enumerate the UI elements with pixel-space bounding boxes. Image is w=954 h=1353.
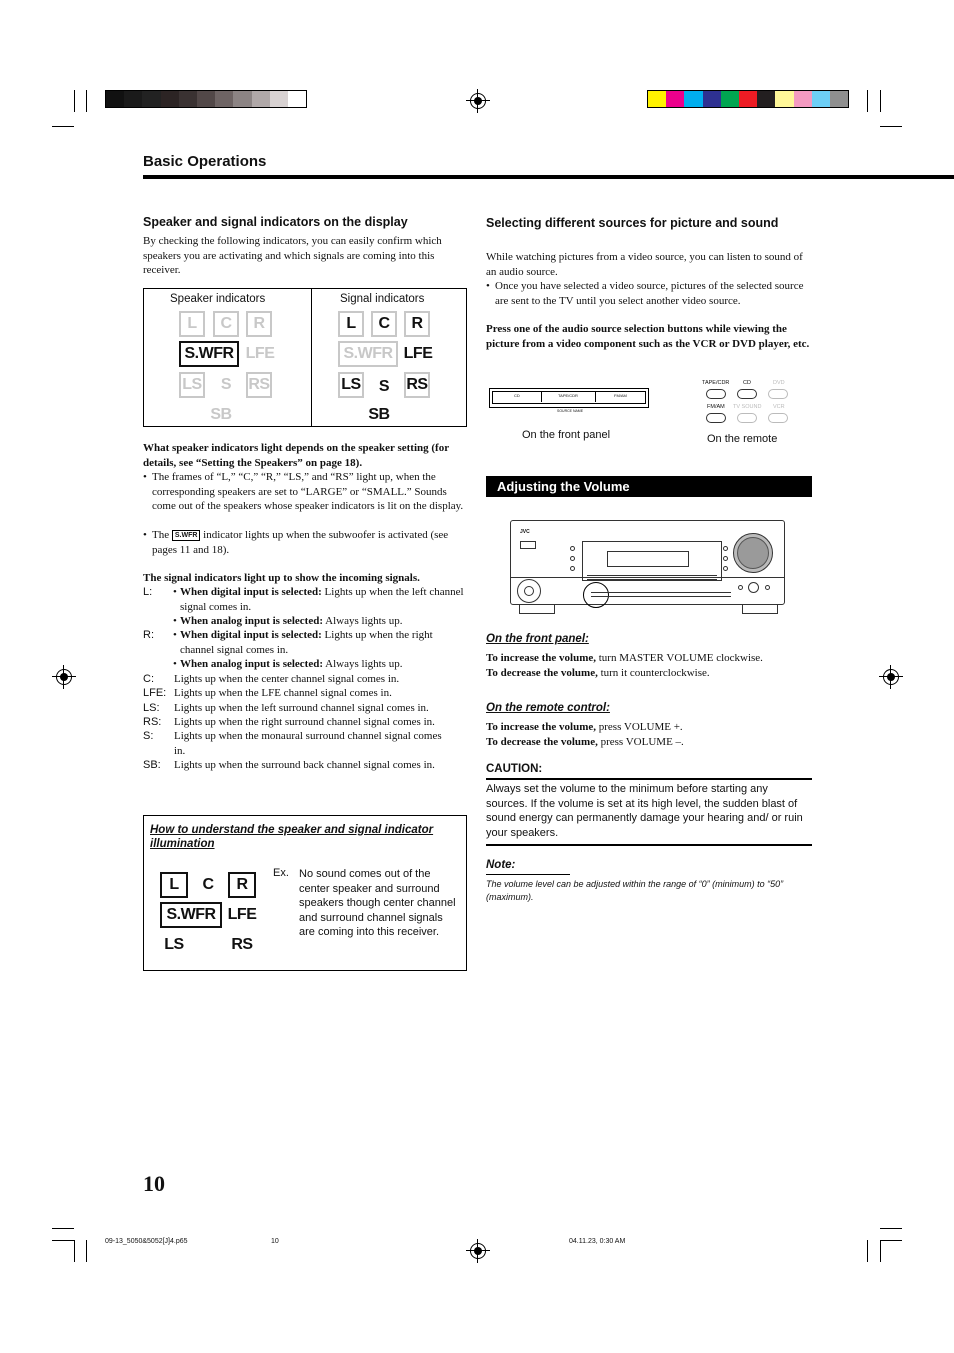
select-bullet: • Once you have selected a video source, pictures of the selected source are sent to the TV until you select another video source. — [486, 280, 804, 307]
rc-tvsound-button[interactable] — [737, 413, 757, 423]
receiver-illustration — [510, 520, 785, 605]
front-panel-buttons — [489, 388, 649, 408]
rc-cd-button[interactable] — [737, 389, 757, 399]
note-label: Note: — [486, 859, 516, 871]
registration-mark-top — [470, 93, 486, 109]
howto-c: C — [202, 876, 214, 893]
rc-tape-label: TAPE/CDR — [702, 380, 730, 386]
signal-c: C — [378, 315, 390, 332]
speaker-sb: SB — [210, 406, 232, 423]
press-note: Press one of the audio source selection buttons while viewing the picture from a video component such as the VCR or DVD player, etc. — [486, 323, 810, 350]
rc-vcr-label: VCR — [773, 404, 785, 410]
howto-ex: Ex. — [273, 867, 289, 879]
bullet-swfr-pre: The — [152, 529, 170, 541]
registration-mark-left — [56, 669, 72, 685]
remote-subheading: On the remote control: — [486, 702, 610, 714]
howto-box — [143, 815, 467, 971]
signal-r: R — [411, 315, 423, 332]
fp-cd-button[interactable]: CD — [514, 393, 520, 398]
row-r-analog: • When analog input is selected: Always lights up. — [173, 658, 403, 670]
panel-divider — [311, 289, 312, 426]
signal-swfr: S.WFR — [338, 341, 398, 367]
registration-mark-right — [883, 669, 899, 685]
signal-sb: SB — [368, 406, 390, 423]
color-bar — [647, 90, 849, 108]
speaker-lfe: LFE — [245, 345, 275, 362]
row-ls-text: Lights up when the left surround channel signal comes in. — [174, 702, 429, 714]
row-sb-text: Lights up when the surround back channel signal comes in. — [174, 759, 435, 771]
registration-mark-bottom — [470, 1243, 486, 1259]
rc-fmam-label: FM/AM — [707, 404, 725, 410]
howto-l: L — [160, 872, 188, 898]
swfr-badge: S.WFR — [172, 530, 201, 541]
row-lfe-text: Lights up when the LFE channel signal comes in. — [174, 687, 392, 699]
speaker-indicators-label: Speaker indicators — [170, 293, 266, 305]
speaker-s: S — [220, 376, 232, 393]
row-l-digital: • When digital input is selected: Lights up when the left channel signal comes in. — [173, 586, 464, 613]
row-rs-text: Lights up when the right surround channel signal comes in. — [174, 716, 435, 728]
select-p1: While watching pictures from a video source, you can listen to sound of an audio source. — [486, 251, 803, 278]
select-heading: Selecting different sources for picture and sound — [486, 216, 779, 230]
bullet-frames: • The frames of “L,” “C,” “R,” “LS,” and “RS” light up, when the corresponding speakers are set to “LARGE” or “SMALL.” Sounds come out of the speakers whose speaker indicators is lit on the display. — [143, 470, 468, 514]
front-buttons-row — [591, 592, 731, 597]
rc-fmam-button[interactable] — [706, 413, 726, 423]
footer-timestamp: 04.11.23, 0:30 AM — [569, 1238, 626, 1245]
speaker-swfr: S.WFR — [179, 341, 239, 367]
row-key-s: S: — [143, 730, 154, 742]
depends-note: What speaker indicators light depends on the speaker setting (for details, see “Setting the Speakers” on page 18). — [143, 442, 449, 469]
rc-increase: To increase the volume, press VOLUME +. — [486, 721, 683, 733]
speaker-r: R — [246, 311, 272, 337]
phones-jack — [517, 579, 541, 603]
speaker-rs: RS — [246, 372, 272, 398]
brand-logo: JVC — [520, 529, 530, 535]
note-text: The volume level can be adjusted within the range of “0” (minimum) to “50” (maximum). — [486, 879, 784, 902]
front-panel-caption: On the front panel — [522, 429, 611, 441]
rc-decrease: To decrease the volume, press VOLUME –. — [486, 736, 684, 748]
footer-file: 09-13_5050&5052[J]4.p65 — [105, 1238, 188, 1245]
power-button[interactable] — [520, 541, 536, 549]
section-title: Basic Operations — [143, 153, 267, 170]
page-number: 10 — [143, 1171, 165, 1196]
howto-rs: RS — [231, 936, 253, 953]
row-key-r: R: — [143, 629, 154, 641]
display-window — [582, 541, 722, 581]
row-key-l: L: — [143, 586, 153, 598]
howto-title: How to understand the speaker and signal indicator illumination — [150, 824, 434, 850]
row-c-text: Lights up when the center channel signal comes in. — [174, 673, 400, 685]
signal-indicators-label: Signal indicators — [340, 293, 425, 305]
row-key-ls: LS: — [143, 702, 160, 714]
rc-tvsound-label: TV SOUND — [733, 404, 762, 410]
rc-tape-button[interactable] — [706, 389, 726, 399]
note-rule — [486, 874, 570, 875]
howto-ex-text: No sound comes out of the center speaker and surround speakers though center channel and surround channel signals are coming into this receiver. — [299, 868, 456, 938]
caution-text: Always set the volume to the minimum before starting any sources. If the volume is set at its high level, the sudden blast of sound energy can permanently damage your hearing and/ or ruin your speakers. — [486, 783, 803, 839]
signal-lfe: LFE — [403, 345, 433, 362]
row-key-lfe: LFE: — [143, 687, 167, 699]
howto-swfr: S.WFR — [160, 902, 222, 928]
howto-lfe: LFE — [227, 906, 257, 923]
remote-caption: On the remote — [707, 433, 778, 445]
speaker-intro: By checking the following indicators, you can easily confirm which speakers you are activating and which signals are coming into this receiver. — [143, 235, 442, 276]
row-key-sb: SB: — [143, 759, 161, 771]
howto-ls: LS — [164, 936, 184, 953]
header-rule — [143, 175, 954, 179]
fp-fmam-button[interactable]: FM/AM — [614, 393, 627, 398]
rc-dvd-button[interactable] — [768, 389, 788, 399]
fp-decrease: To decrease the volume, turn it counterclockwise. — [486, 667, 710, 679]
rc-dvd-label: DVD — [773, 380, 785, 386]
bullet-swfr-post: indicator lights up when the subwoofer is activated (see pages 11 and 18). — [152, 529, 449, 556]
signal-l: L — [346, 315, 356, 332]
row-key-rs: RS: — [143, 716, 162, 728]
signal-ls: LS — [341, 376, 361, 393]
bullet-frames-text: The frames of “L,” “C,” “R,” “LS,” and “RS” light up, when the corresponding speakers are set to “LARGE” or “SMALL.” Sounds come out of the speakers whose speaker indicators is lit on the display. — [152, 471, 464, 512]
rc-vcr-button[interactable] — [768, 413, 788, 423]
master-volume-knob[interactable] — [733, 533, 773, 573]
row-s-text: Lights up when the monaural surround channel signal comes in. — [174, 730, 442, 757]
speaker-heading: Speaker and signal indicators on the display — [143, 215, 408, 229]
row-r-digital: • When digital input is selected: Lights up when the right channel signal comes in. — [173, 629, 433, 656]
rc-cd-label: CD — [743, 380, 751, 386]
bullet-swfr: • The S.WFR indicator lights up when the subwoofer is activated (see pages 11 and 18). — [143, 529, 449, 556]
volume-heading — [486, 476, 812, 497]
footer-page: 10 — [271, 1238, 279, 1245]
signal-s: S — [378, 378, 390, 395]
front-panel-subheading: On the front panel: — [486, 633, 589, 645]
fp-tape-button[interactable]: TAPE/CDR — [558, 393, 578, 398]
signal-note: The signal indicators light up to show the incoming signals. — [143, 572, 420, 584]
fp-source-name: SOURCE NAME — [557, 409, 584, 413]
caution-label: CAUTION: — [486, 763, 543, 775]
fp-increase: To increase the volume, turn MASTER VOLUME clockwise. — [486, 652, 763, 664]
speaker-l: L — [179, 311, 205, 337]
speaker-ls: LS — [179, 372, 205, 398]
grayscale-bar — [105, 90, 307, 108]
speaker-c: C — [213, 311, 239, 337]
signal-rs: RS — [406, 376, 428, 393]
caution-rule-top — [486, 778, 812, 780]
volume-heading-text: Adjusting the Volume — [497, 479, 630, 494]
indicator-panel — [143, 288, 467, 427]
row-l-analog: • When analog input is selected: Always lights up. — [173, 615, 403, 627]
caution-rule-bottom — [486, 844, 812, 846]
howto-r: R — [228, 872, 256, 898]
row-key-c: C: — [143, 673, 154, 685]
